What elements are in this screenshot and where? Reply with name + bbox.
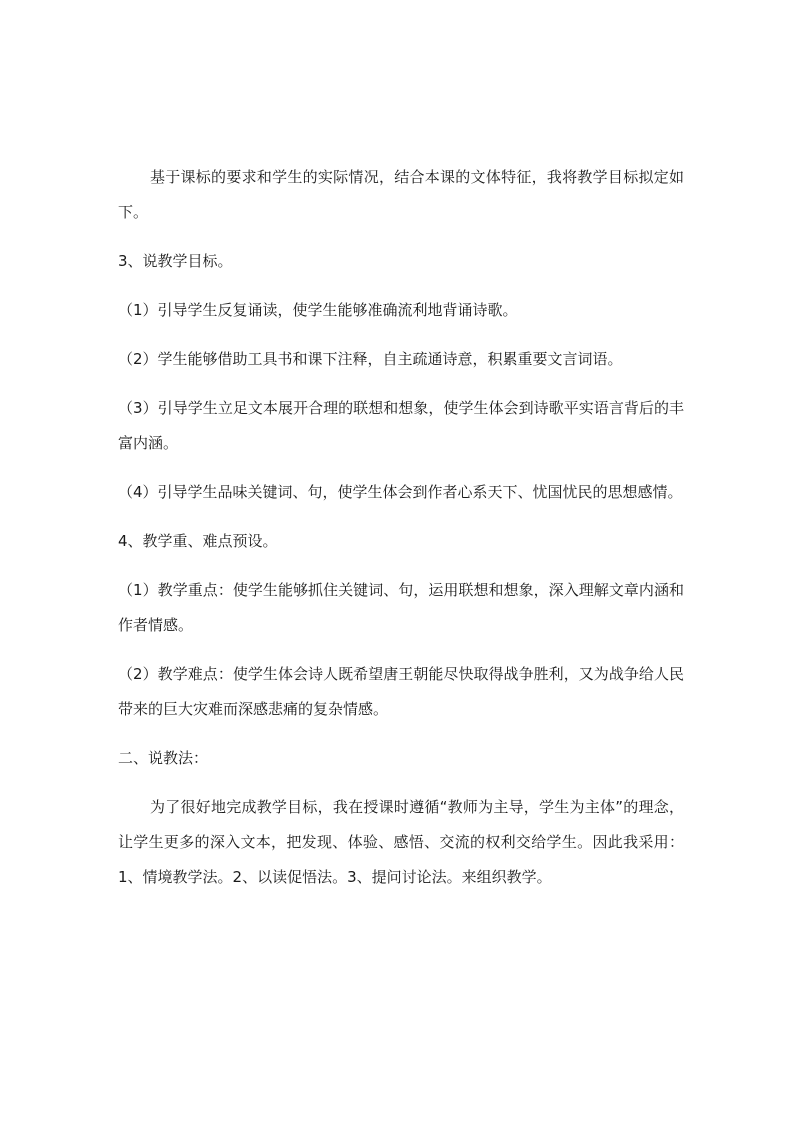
goal-item-4: （4）引导学生品味关键词、句，使学生体会到作者心系天下、忧国忧民的思想感情。 xyxy=(118,483,683,501)
goal-item-1: （1）引导学生反复诵读，使学生能够准确流利地背诵诗歌。 xyxy=(118,301,518,319)
heading-teaching-goals: 3、说教学目标。 xyxy=(118,252,233,270)
goal-item-3: （3）引导学生立足文本展开合理的联想和想象，使学生体会到诗歌平实语言背后的丰富内涵。 xyxy=(118,399,684,452)
difficulty-item: （2）教学难点：使学生体会诗人既希望唐王朝能尽快取得战争胜利，又为战争给人民带来的巨大灾难而深感悲痛的复杂情感。 xyxy=(118,665,684,718)
goal-item-2: （2）学生能够借助工具书和课下注释，自主疏通诗意，积累重要文言词语。 xyxy=(118,350,623,368)
heading-teaching-methods: 二、说教法： xyxy=(118,749,209,767)
paragraph-intro: 基于课标的要求和学生的实际情况，结合本课的文体特征，我将教学目标拟定如下。 xyxy=(118,168,684,221)
heading-key-points: 4、教学重、难点预设。 xyxy=(118,532,278,550)
document-body xyxy=(118,160,684,895)
paragraph-methods: 为了很好地完成教学目标，我在授课时遵循“教师为主导，学生为主体”的理念，让学生更多的深入文本，把发现、体验、感悟、交流的权利交给学生。因此我采用：1、情境教学法。2、以读促悟法。3、提问讨论法。来组织教学。 xyxy=(118,798,684,886)
key-point-item: （1）教学重点：使学生能够抓住关键词、句，运用联想和想象，深入理解文章内涵和作者情感。 xyxy=(118,581,684,634)
